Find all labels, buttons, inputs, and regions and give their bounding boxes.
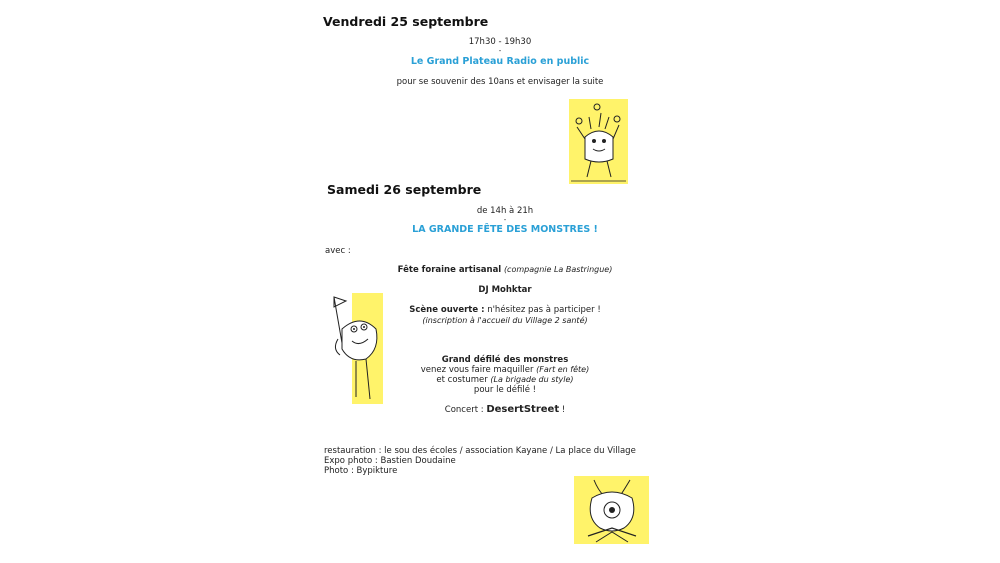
fete-foraine-title: Fête foraine artisanal [397, 265, 502, 275]
friday-heading: Vendredi 25 septembre [323, 14, 489, 29]
friday-description: pour se souvenir des 10ans et envisager la suite [396, 77, 604, 87]
juggling-monster-illustration [569, 99, 628, 184]
cyclops-monster-icon [574, 476, 649, 544]
dj-line: DJ Mohktar [478, 285, 532, 295]
monster-drawing-icon [569, 99, 628, 184]
fete-foraine-line [355, 265, 655, 275]
friday-event-title: Le Grand Plateau Radio en public [410, 56, 590, 67]
saturday-heading: Samedi 26 septembre [327, 182, 482, 197]
credits-restauration: restauration : le sou des écoles / association Kayane / La place du Village [324, 446, 636, 456]
scene-ouverte-line [355, 305, 655, 315]
credits-expo: Expo photo : Bastien Doudaine [324, 456, 456, 466]
scene-ouverte-text: n'hésitez pas à participer ! [484, 305, 601, 315]
fete-foraine-note: (compagnie La Bastringue) [503, 265, 613, 274]
concert-line [405, 404, 605, 415]
saturday-time: de 14h à 21h [476, 206, 534, 216]
saturday-event-title: LA GRANDE FÊTE DES MONSTRES ! [412, 224, 598, 235]
defile-line-2-text: et costumer [436, 375, 491, 385]
friday-dash: - [498, 47, 502, 55]
friday-time: 17h30 - 19h30 [468, 37, 532, 47]
concert-name: DesertStreet [486, 404, 560, 415]
defile-title: Grand défilé des monstres [441, 355, 569, 365]
defile-line-3: pour le défilé ! [473, 385, 537, 395]
defile-line-2 [380, 375, 630, 385]
saturday-with-label: avec : [325, 246, 351, 256]
defile-line-1-text: venez vous faire maquiller [420, 365, 537, 375]
defile-line-2-note: (La brigade du style) [490, 375, 574, 384]
concert-end: ! [559, 405, 566, 415]
defile-line-1-note: (Fart en fête) [536, 365, 590, 374]
credits-photo: Photo : Bypikture [324, 466, 398, 476]
concert-label: Concert : [444, 405, 487, 415]
scene-ouverte-title: Scène ouverte : [409, 305, 485, 315]
flag-monster-illustration [326, 293, 386, 404]
saturday-dash: - [503, 216, 507, 224]
cyclops-monster-illustration [574, 476, 649, 544]
scene-ouverte-note: (inscription à l'accueil du Village 2 santé) [422, 316, 588, 325]
defile-line-1 [380, 365, 630, 375]
flag-monster-icon [326, 293, 386, 404]
